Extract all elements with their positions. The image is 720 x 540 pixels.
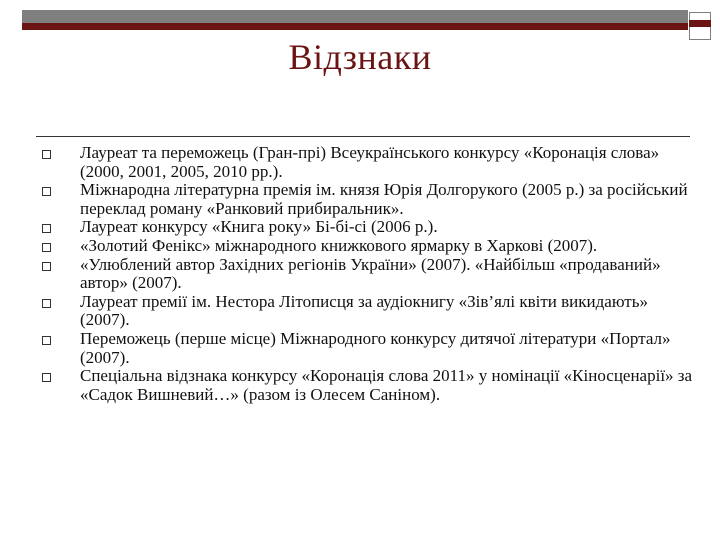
slide-title xyxy=(0,36,720,78)
list-item xyxy=(40,256,700,293)
list-item-text: Спеціальна відзнака конкурсу «Коронація слова 2011» у номінації «Кіносценарії» за «Садок Вишневий…» (разом із Олесем Саніном). xyxy=(80,366,693,404)
awards-list xyxy=(40,144,700,404)
list-item-text: «Улюблений автор Західних регіонів України» (2007). «Найбільш «продаваний» автор» (2007). xyxy=(80,254,661,293)
list-item-text: Лауреат та переможець (Гран-прі) Всеукраїнського конкурсу «Коронація слова» (2000, 2001, 2005, 2010 рр.). xyxy=(80,143,660,181)
list-item xyxy=(40,237,700,256)
square-bullet-icon xyxy=(42,299,51,308)
title-bar-decoration xyxy=(22,10,688,30)
list-item xyxy=(40,367,700,404)
square-bullet-icon xyxy=(42,262,51,271)
list-item-text: Лауреат конкурсу «Книга року» Бі-бі-сі (2006 р.). xyxy=(80,217,438,237)
list-item xyxy=(40,293,700,330)
list-item xyxy=(40,144,700,181)
slide-title-text: Відзнаки xyxy=(288,37,432,77)
square-bullet-icon xyxy=(42,336,51,345)
square-bullet-icon xyxy=(42,373,51,382)
list-item xyxy=(40,218,700,237)
list-item xyxy=(40,181,700,218)
square-bullet-icon xyxy=(42,224,51,233)
list-item-text: Переможець (перше місце) Міжнародного конкурсу дитячої літератури «Портал» (2007). xyxy=(80,328,671,367)
square-bullet-icon xyxy=(42,150,51,159)
list-item-text: Міжнародна літературна премія ім. князя Юрія Долгорукого (2005 р.) за російський переклад роману «Ранковий прибиральник». xyxy=(80,180,688,218)
list-item-text: «Золотий Фенікс» міжнародного книжкового ярмарку в Харкові (2007). xyxy=(80,235,598,255)
list-item-text: Лауреат премії ім. Нестора Літописця за аудіокнигу «Зів’ялі квіти викидають» (2007). xyxy=(80,291,648,330)
square-bullet-icon xyxy=(42,243,51,252)
title-divider xyxy=(36,136,690,137)
square-bullet-icon xyxy=(42,187,51,196)
list-item xyxy=(40,330,700,367)
